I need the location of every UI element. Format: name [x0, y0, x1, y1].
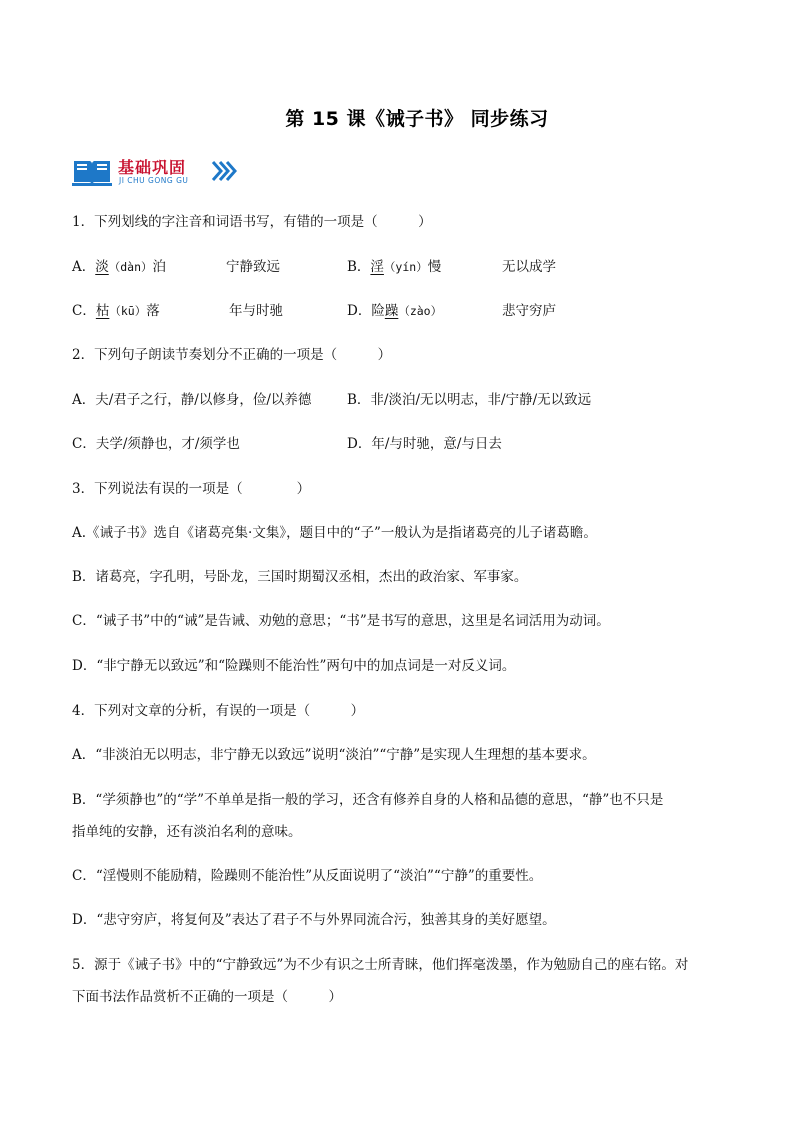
- question-1-option-d: [347, 301, 442, 321]
- question-3-stem: 3．下列说法有误的一项是（ ）: [72, 481, 311, 497]
- question-2-option-b: B．非/淡泊/无以明志，非/宁静/无以致远: [347, 392, 592, 408]
- question-2-stem: 2．下列句子朗读节奏划分不正确的一项是（ ）: [72, 347, 392, 363]
- page-title: 第 15 课《诫子书》 同步练习: [285, 108, 549, 130]
- question-4-option-b-line1: B．“学须静也”的“学”不单单是指一般的学习，还含有修养自身的人格和品德的意思，“静”也不只是: [72, 792, 664, 808]
- question-3-option-b: B．诸葛亮，字孔明，号卧龙，三国时期蜀汉丞相，杰出的政治家、军事家。: [72, 569, 528, 585]
- option-prefix: D．险: [347, 303, 385, 319]
- section-title: 基础巩固: [118, 158, 187, 177]
- question-4-option-a: A．“非淡泊无以明志，非宁静无以致远”说明“淡泊”“宁静”是实现人生理想的基本要求。: [72, 747, 596, 763]
- question-5-stem-line1: 5．源于《诫子书》中的“宁静致远”为不少有识之士所青睐，他们挥毫泼墨，作为勉励自己的座右铭。对: [72, 957, 689, 973]
- question-3-option-a: A.《诫子书》选自《诸葛亮集·文集》，题目中的“子”一般认为是指诸葛亮的儿子诸葛瞻。: [72, 525, 597, 541]
- question-1-option-b-word: 无以成学: [502, 259, 556, 275]
- underlined-char: 淫: [370, 259, 384, 275]
- pinyin: （zào）: [398, 304, 443, 318]
- question-1-option-a: [72, 257, 166, 277]
- question-1-option-b: [347, 257, 441, 277]
- question-4-stem: 4．下列对文章的分析，有误的一项是（ ）: [72, 703, 365, 719]
- question-1-option-d-word: 悲守穷庐: [502, 303, 556, 319]
- question-1-option-c: [72, 301, 160, 321]
- option-prefix: B．: [347, 259, 371, 275]
- underlined-char: 躁: [384, 303, 399, 319]
- underlined-char: 淡: [95, 259, 109, 275]
- double-chevron-right-icon: [211, 159, 237, 183]
- section-banner: [72, 155, 252, 191]
- option-prefix: A．: [72, 259, 96, 275]
- underlined-char: 枯: [95, 303, 110, 319]
- option-prefix: C．: [72, 303, 96, 319]
- question-1-option-a-word: 宁静致远: [226, 259, 280, 275]
- question-4-option-c: C．“淫慢则不能励精，险躁则不能治性”从反面说明了“淡泊”“宁静”的重要性。: [72, 868, 543, 884]
- question-4-option-b-line2: 指单纯的安静，还有淡泊名利的意味。: [72, 824, 302, 840]
- question-2-option-c: C．夫学/须静也，才/须学也: [72, 436, 240, 452]
- book-icon: [72, 157, 112, 187]
- option-text: 慢: [427, 259, 442, 275]
- section-subtitle: JI CHU GONG GU: [119, 176, 189, 185]
- question-3-option-c: C．“诫子书”中的“诫”是告诫、劝勉的意思；“书”是书写的意思，这里是名词活用为动词。: [72, 613, 610, 629]
- pinyin: （kū）: [109, 304, 147, 318]
- pinyin: （dàn）: [108, 260, 153, 274]
- question-2-option-d: D．年/与时驰，意/与日去: [347, 436, 502, 452]
- question-1-option-c-word: 年与时驰: [229, 303, 283, 319]
- option-text: 落: [146, 303, 160, 319]
- question-5-stem-line2: 下面书法作品赏析不正确的一项是（ ）: [72, 989, 342, 1005]
- option-text: 泊: [152, 259, 167, 275]
- question-3-option-d: D．“非宁静无以致远”和“险躁则不能治性”两句中的加点词是一对反义词。: [72, 658, 516, 674]
- question-1-stem: 1．下列划线的字注音和词语书写，有错的一项是（ ）: [72, 214, 432, 230]
- question-4-option-d: D．“悲守穷庐，将复何及”表达了君子不与外界同流合污，独善其身的美好愿望。: [72, 912, 556, 928]
- question-2-option-a: A．夫/君子之行，静/以修身，俭/以养德: [72, 392, 312, 408]
- pinyin: （yín）: [383, 260, 428, 274]
